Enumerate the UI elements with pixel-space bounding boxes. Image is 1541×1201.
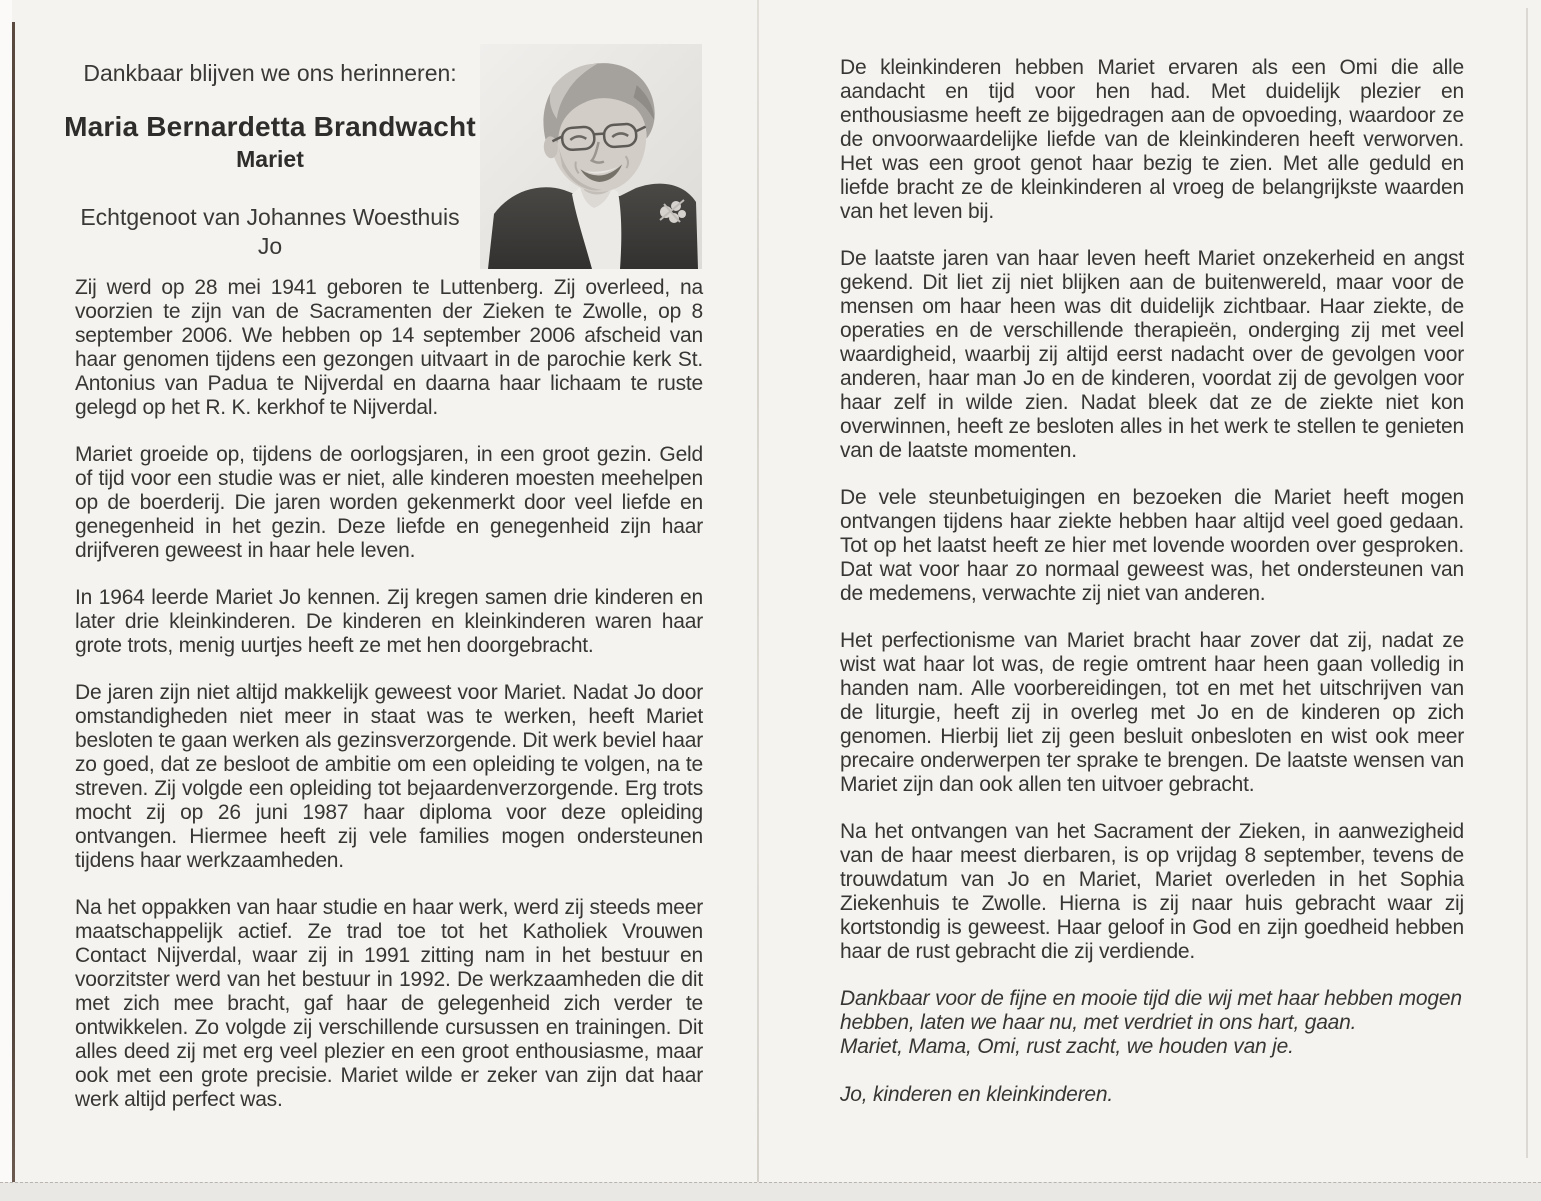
card-header <box>63 60 477 259</box>
closing-line: Dankbaar voor de fijne en mooie tijd die wij met haar hebben mogen hebben, laten we haar nu, met verdriet in ons hart, gaan. <box>840 987 1462 1034</box>
signature-line: Jo, kinderen en kleinkinderen. <box>840 1083 1114 1106</box>
paragraph: De vele steunbetuigingen en bezoeken die Mariet heeft mogen ontvangen tijdens haar ziekte hebben haar altijd veel goed gedaan. Tot op het laatst heeft ze hier met lovende woorden over gesproken. Dat wat voor haar zo normaal geweest was, het ondersteunen van de medemens, verwachte zij niet van anderen. <box>840 486 1464 605</box>
portrait-photo <box>480 44 702 269</box>
right-page-body <box>840 56 1464 1107</box>
scan-right-edge-line <box>1526 8 1528 1158</box>
page-fold-line <box>757 0 759 1182</box>
paragraph: De jaren zijn niet altijd makkelijk geweest voor Mariet. Nadat Jo door omstandigheden niet meer in staat was te werken, heeft Mariet besloten te gaan werken als gezinsverzorgende. Dit werk beviel haar zo goed, dat ze besloot de ambitie om een opleiding te volgen, na te streven. Zij volgde een opleiding tot bejaardenverzorgende. Erg trots mocht zij op 26 juni 1987 haar diploma voor deze opleiding ontvangen. Hiermee heeft zij vele families mogen ondersteunen tijdens haar werkzaamheden. <box>75 681 703 872</box>
scan-margin-strip <box>0 0 12 1200</box>
deceased-nickname: Mariet <box>236 146 304 172</box>
paragraph: De laatste jaren van haar leven heeft Mariet onzekerheid en angst gekend. Dit liet zij niet blijken aan de buitenwereld, maar voor de mensen om haar heen was dit duidelijk zichtbaar. Haar ziekte, de operaties en de verschillende therapieën, onderging zij met veel waardigheid, waarbij zij altijd eerst nadacht over de gevolgen voor anderen, haar man Jo en de kinderen, voordat zij de gevolgen voor haar zelf in wilde zien. Nadat bleek dat ze de ziekte niet kon overwinnen, heeft ze besloten alles in het werk te stellen te genieten van de laatste momenten. <box>840 247 1464 462</box>
closing-line: Mariet, Mama, Omi, rust zacht, we houden van je. <box>840 1035 1294 1058</box>
deceased-name: Maria Bernardetta Brandwacht <box>64 111 476 142</box>
paragraph: In 1964 leerde Mariet Jo kennen. Zij kregen samen drie kinderen en later drie kleinkinderen. De kinderen en kleinkinderen waren haar grote trots, menig uurtjes heeft ze met hen doorgebracht. <box>75 586 703 657</box>
spouse-line: Echtgenoot van Johannes Woesthuis <box>80 204 460 230</box>
scan-left-edge-line <box>12 22 15 1182</box>
intro-line: Dankbaar blijven we ons herinneren: <box>83 60 457 86</box>
paragraph: De kleinkinderen hebben Mariet ervaren als een Omi die alle aandacht en tijd voor hen had. Met duidelijk plezier en enthousiasme heeft ze bijgedragen aan de opvoeding, waardoor ze de onvoorwaardelijke liefde van de kleinkinderen heeft verworven. Het was een groot genot haar bezig te zien. Met alle geduld en liefde bracht ze de kleinkinderen al vroeg de belangrijkste waarden van het leven bij. <box>840 56 1464 223</box>
left-page-body <box>75 276 703 1112</box>
scan-bottom-edge <box>0 1182 1541 1201</box>
paragraph: Zij werd op 28 mei 1941 geboren te Luttenberg. Zij overleed, na voorzien te zijn van de Sacramenten der Zieken te Zwolle, op 8 september 2006. We hebben op 14 september 2006 afscheid van haar genomen tijdens een gezongen uitvaart in de parochie kerk St. Antonius van Padua te Nijverdal en daarna haar lichaam te ruste gelegd op het R. K. kerkhof te Nijverdal. <box>75 276 703 419</box>
closing-words <box>840 987 1464 1059</box>
spouse-nickname: Jo <box>257 233 283 259</box>
paragraph: Na het oppakken van haar studie en haar werk, werd zij steeds meer maatschappelijk actief. Ze trad toe tot het Katholiek Vrouwen Contact Nijverdal, waar zij in 1991 zitting nam in het bestuur en voorzitster werd van het bestuur in 1992. De werkzaamheden die dit met zich mee bracht, gaf haar de gelegenheid zich verder te ontwikkelen. Zo volgde zij verschillende cursussen en trainingen. Dit alles deed zij met erg veel plezier en een groot enthousiasme, maar ook met een grote precisie. Mariet wilde er zeker van zijn dat haar werk altijd perfect was. <box>75 896 703 1111</box>
paragraph: Na het ontvangen van het Sacrament der Zieken, in aanwezigheid van de haar meest dierbaren, is op vrijdag 8 september, tevens de trouwdatum van Jo en Mariet, Mariet overleden in het Sophia Ziekenhuis te Zwolle. Hierna is zij naar huis gebracht waar zij kortstondig is geweest. Haar geloof in God en zijn goedheid hebben haar de rust gebracht die zij verdiende. <box>840 820 1464 963</box>
paragraph: Mariet groeide op, tijdens de oorlogsjaren, in een groot gezin. Geld of tijd voor een studie was er niet, alle kinderen moesten meehelpen op de boerderij. Die jaren worden gekenmerkt door veel liefde en genegenheid in het gezin. Deze liefde en genegenheid zijn haar drijfveren geweest in haar hele leven. <box>75 443 703 562</box>
portrait-photo-illustration <box>480 44 702 269</box>
paragraph: Het perfectionisme van Mariet bracht haar zover dat zij, nadat ze wist wat haar lot was, de regie omtrent haar heen gaan volledig in handen nam. Alle voorbereidingen, tot en met het uitschrijven van de liturgie, heeft zij in overleg met Jo en de kinderen op zich genomen. Hierbij liet zij geen besluit onbesloten en wist ook meer precaire onderwerpen ter sprake te brengen. De laatste wensen van Mariet zijn dan ook allen ten uitvoer gebracht. <box>840 629 1464 796</box>
